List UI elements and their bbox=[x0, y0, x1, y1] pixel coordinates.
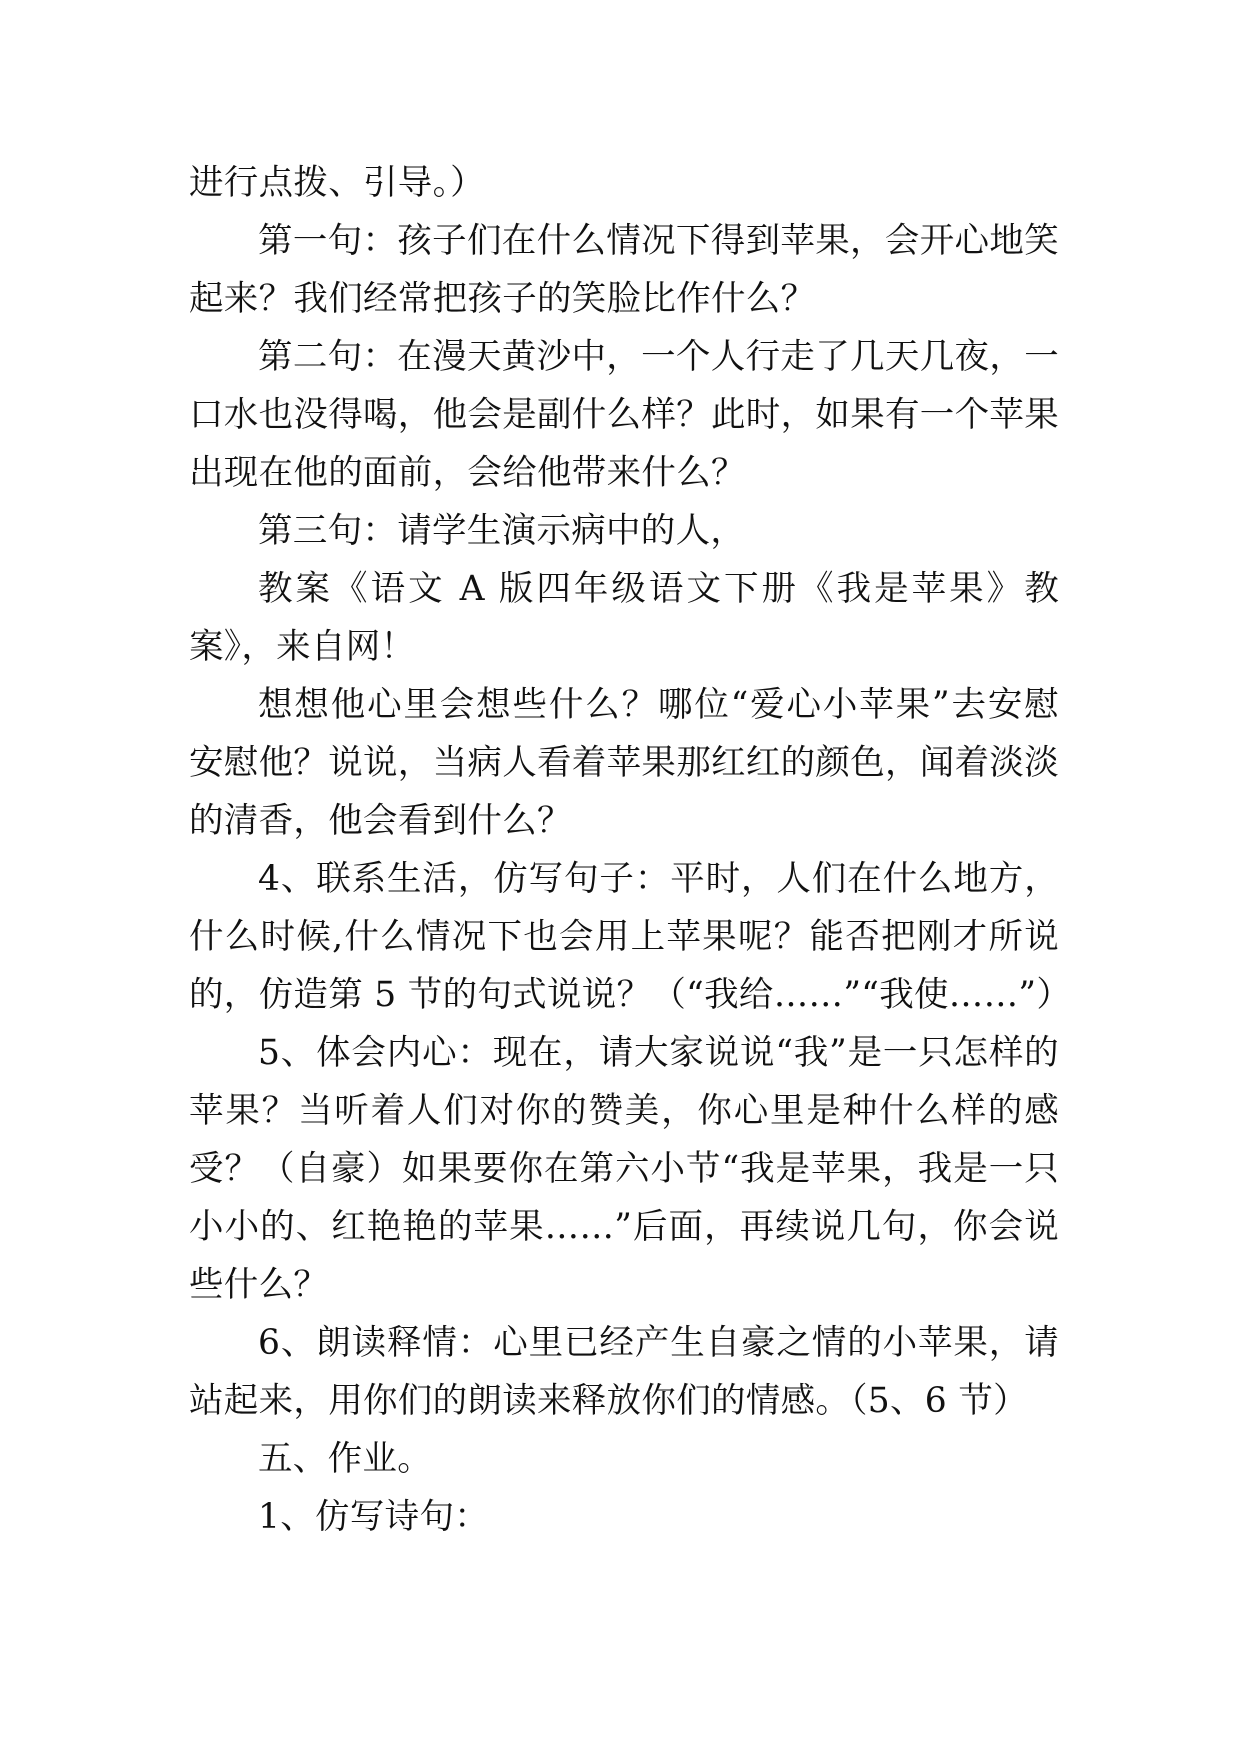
paragraph-7: 4、联系生活，仿写句子：平时，人们在什么地方，什么时候,什么情况下也会用上苹果呢？能否把刚才所说的，仿造第 5 节的句式说说？（“我给……”“我使……”） bbox=[189, 859, 1072, 1015]
paragraph-9: 6、朗读释情：心里已经产生自豪之情的小苹果，请站起来，用你们的朗读来释放你们的情感。（5、6 节） bbox=[189, 1323, 1059, 1421]
paragraph-4: 第三句：请学生演示病中的人， bbox=[258, 511, 746, 551]
paragraph-1: 进行点拨、引导。） bbox=[189, 163, 485, 203]
paragraph-5: 教案《语文 A 版四年级语文下册《我是苹果》教案》，来自网！ bbox=[189, 569, 1059, 667]
document-body bbox=[189, 154, 1072, 1546]
paragraph-11: 1、仿写诗句： bbox=[258, 1497, 490, 1537]
paragraph-10: 五、作业。 bbox=[258, 1439, 432, 1479]
paragraph-3: 第二句：在漫天黄沙中，一个人行走了几天几夜，一口水也没得喝，他会是副什么样？此时，如果有一个苹果出现在他的面前，会给他带来什么？ bbox=[189, 337, 1059, 493]
paragraph-6: 想想他心里会想些什么？哪位“爱心小苹果”去安慰安慰他？说说，当病人看着苹果那红红的颜色，闻着淡淡的清香，他会看到什么？ bbox=[189, 685, 1059, 841]
paragraph-2: 第一句：孩子们在什么情况下得到苹果，会开心地笑起来？我们经常把孩子的笑脸比作什么？ bbox=[189, 221, 1059, 319]
paragraph-8: 5、体会内心：现在，请大家说说“我”是一只怎样的苹果？当听着人们对你的赞美，你心里是种什么样的感受？（自豪）如果要你在第六小节“我是苹果，我是一只小小的、红艳艳的苹果……”后面，再续说几句，你会说些什么？ bbox=[189, 1033, 1059, 1305]
